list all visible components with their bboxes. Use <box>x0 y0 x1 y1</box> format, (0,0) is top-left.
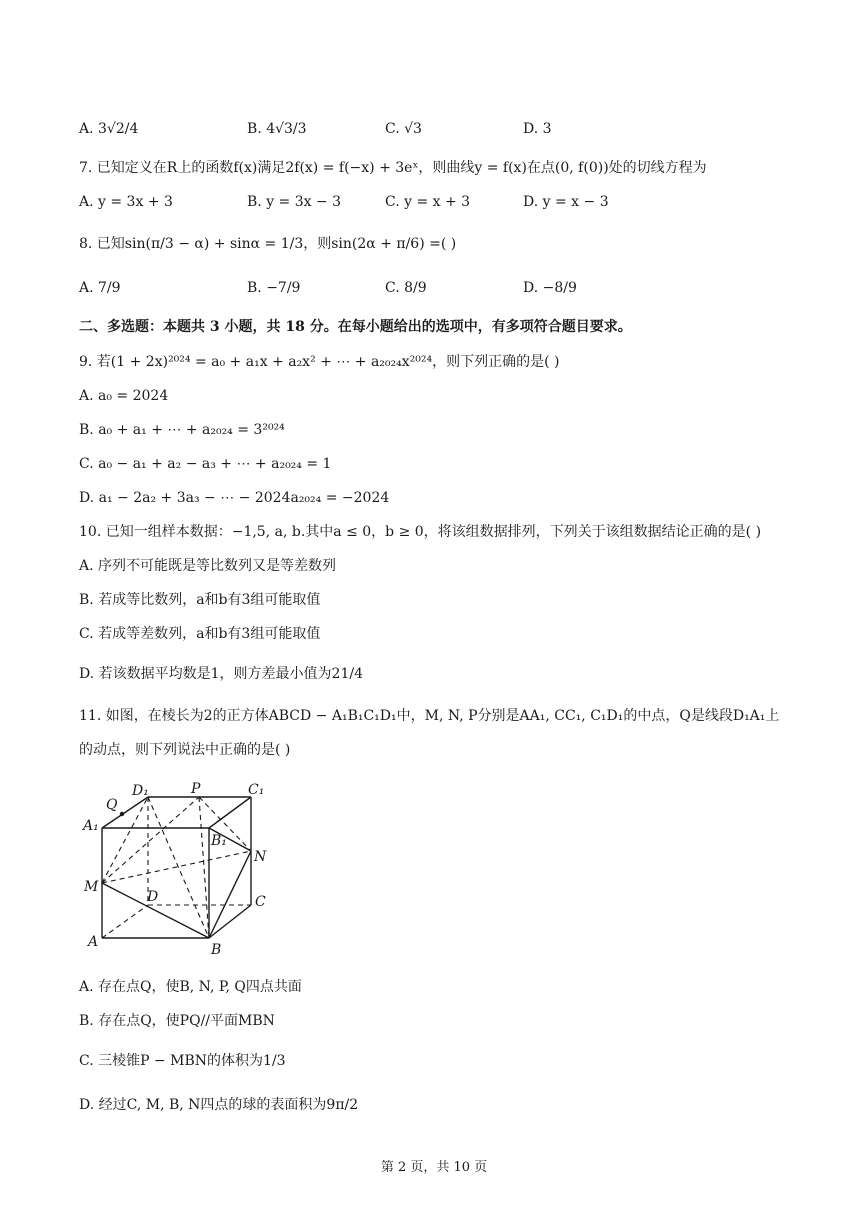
cube-figure <box>80 775 280 960</box>
label-m: M <box>84 879 99 895</box>
q8-option-d: D. −8/9 <box>523 280 577 296</box>
edge-a-d <box>102 905 148 938</box>
q9-option-c: C. a₀ − a₁ + a₂ − a₃ + ⋯ + a₂₀₂₄ = 1 <box>79 456 332 472</box>
label-c: C <box>255 894 266 910</box>
segment-d1-b <box>148 797 209 938</box>
q9-stem: 9. 若(1 + 2x)²⁰²⁴ = a₀ + a₁x + a₂x² + ⋯ + a₂₀₂₄x²⁰²⁴，则下列正确的是( ) <box>79 354 560 370</box>
q11-stem-line2: 的动点，则下列说法中正确的是( ) <box>79 742 291 758</box>
q11-option-d: D. 经过C, M, B, N四点的球的表面积为9π/2 <box>79 1097 359 1113</box>
label-b: B <box>211 942 222 958</box>
q9-option-b: B. a₀ + a₁ + ⋯ + a₂₀₂₄ = 3²⁰²⁴ <box>79 422 285 438</box>
q6-option-d: D. 3 <box>523 121 552 137</box>
label-p: P <box>191 781 201 797</box>
q7-stem: 7. 已知定义在R上的函数f(x)满足2f(x) = f(−x) + 3eˣ，则曲线y = f(x)在点(0, f(0))处的切线方程为 <box>79 160 707 176</box>
edge-b1-c1 <box>209 797 251 828</box>
q7-option-b: B. y = 3x − 3 <box>247 194 342 210</box>
q7-option-c: C. y = x + 3 <box>385 194 471 210</box>
segment-m-n <box>102 851 251 883</box>
label-b1: B₁ <box>211 833 227 849</box>
q10-option-a: A. 序列不可能既是等比数列又是等差数列 <box>79 558 337 574</box>
q11-option-a: A. 存在点Q，使B, N, P, Q四点共面 <box>79 979 302 995</box>
q8-option-b: B. −7/9 <box>247 280 301 296</box>
page-footer: 第 2 页，共 10 页 <box>380 1160 488 1175</box>
label-q: Q <box>106 797 118 813</box>
point-q <box>120 812 124 816</box>
q6-option-a: A. 3√2/4 <box>79 121 139 137</box>
q10-option-b: B. 若成等比数列，a和b有3组可能取值 <box>79 592 321 608</box>
label-a1: A₁ <box>83 818 99 834</box>
edge-b-c <box>209 905 251 938</box>
q11-stem-line1: 11. 如图，在棱长为2的正方体ABCD − A₁B₁C₁D₁中，M, N, P分别是AA₁, CC₁, C₁D₁的中点，Q是线段D₁A₁上 <box>79 708 780 724</box>
q6-option-c: C. √3 <box>385 121 422 137</box>
q9-option-a: A. a₀ = 2024 <box>79 388 169 404</box>
segment-p-b <box>199 797 209 938</box>
label-d: D <box>147 889 159 905</box>
section-heading: 二、多选题：本题共 3 小题，共 18 分。在每小题给出的选项中，有多项符合题目要求。 <box>79 319 632 335</box>
q8-option-c: C. 8/9 <box>385 280 427 296</box>
q9-option-d: D. a₁ − 2a₂ + 3a₃ − ⋯ − 2024a₂₀₂₄ = −2024 <box>79 490 390 506</box>
q11-option-c: C. 三棱锥P − MBN的体积为1/3 <box>79 1053 286 1069</box>
q8-option-a: A. 7/9 <box>79 280 121 296</box>
label-c1: C₁ <box>248 782 265 798</box>
q10-option-d: D. 若该数据平均数是1，则方差最小值为21/4 <box>79 666 363 682</box>
q11-option-b: B. 存在点Q，使PQ//平面MBN <box>79 1013 275 1029</box>
q7-option-d: D. y = x − 3 <box>523 194 609 210</box>
q8-stem: 8. 已知sin(π/3 − α) + sinα = 1/3，则sin(2α + π/6) =( ) <box>79 236 457 252</box>
q7-option-a: A. y = 3x + 3 <box>79 194 173 210</box>
q10-stem: 10. 已知一组样本数据：−1,5, a, b.其中a ≤ 0，b ≥ 0，将该组数据排列，下列关于该组数据结论正确的是( ) <box>79 524 762 540</box>
label-a: A <box>88 934 99 950</box>
label-d1: D₁ <box>132 783 149 799</box>
segment-b-n <box>209 851 251 938</box>
q6-option-b: B. 4√3/3 <box>247 121 307 137</box>
label-n: N <box>254 849 267 865</box>
q10-option-c: C. 若成等差数列，a和b有3组可能取值 <box>79 626 321 642</box>
